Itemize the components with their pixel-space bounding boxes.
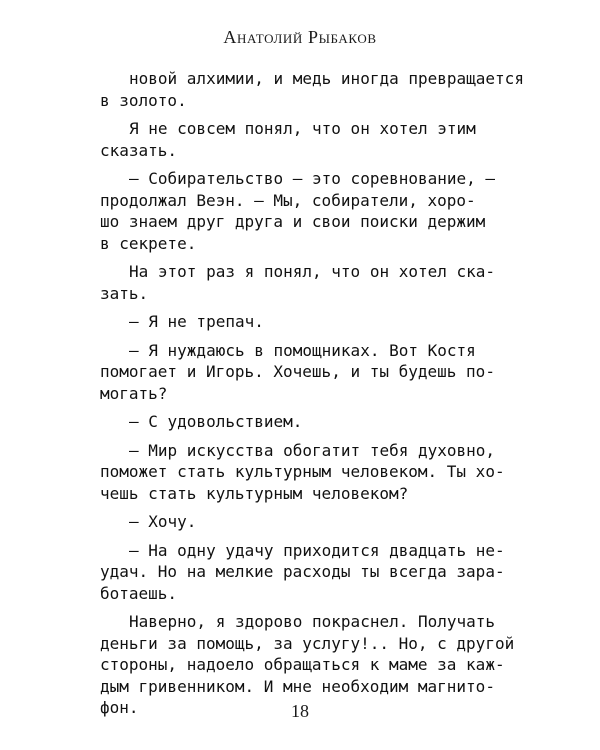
- text-line: — Я не трепач.: [129, 312, 264, 331]
- text-line: новой алхимии, и медь иногда превращается: [129, 69, 524, 88]
- text-line: деньги за помощь, за услугу!.. Но, с другой: [100, 633, 515, 653]
- text-line: На этот раз я понял, что он хотел ска-: [129, 262, 496, 281]
- text-line: удач. Но на мелкие расходы ты всегда зара-: [100, 562, 505, 581]
- paragraph: [100, 540, 530, 605]
- text-line: — Хочу.: [129, 512, 197, 531]
- text-line: зать.: [100, 283, 149, 303]
- paragraph: [100, 118, 530, 161]
- text-line: — Я нуждаюсь в помощниках. Вот Костя: [129, 340, 476, 360]
- text-line: чешь стать культурным человеком?: [100, 483, 409, 503]
- text-line: Наверно, я здорово покраснел. Получать: [129, 612, 496, 631]
- paragraph: [100, 68, 530, 111]
- text-line: — С удовольствием.: [129, 412, 303, 431]
- text-line: в секрете.: [100, 233, 197, 253]
- paragraph: [100, 340, 530, 405]
- text-line: сказать.: [100, 140, 178, 160]
- body-text: [100, 68, 530, 719]
- text-line: дым гривенником. И мне необходим магнито-: [100, 676, 495, 696]
- running-head-author: Анатолий Рыбаков: [223, 27, 377, 47]
- text-line: могать?: [100, 383, 168, 403]
- paragraph: [100, 440, 530, 505]
- text-line: в золото.: [100, 90, 187, 110]
- text-line: фон.: [100, 698, 139, 717]
- text-line: ботаешь.: [100, 583, 178, 603]
- text-line: Я не совсем понял, что он хотел этим: [129, 119, 476, 138]
- text-line: помогает и Игорь. Хочешь, и ты будешь по-: [100, 362, 495, 381]
- text-line: — На одну удачу приходится двадцать не-: [129, 540, 505, 560]
- text-line: — Мир искусства обогатит тебя духовно,: [129, 440, 496, 460]
- paragraph: [100, 311, 530, 333]
- text-line: продолжал Веэн. — Мы, собиратели, хоро-: [100, 190, 476, 210]
- text-line: — Собирательство — это соревнование, —: [129, 169, 496, 188]
- paragraph: [100, 168, 530, 254]
- page-number: 18: [291, 701, 309, 721]
- text-line: шо знаем друг друга и свои поиски держим: [100, 212, 486, 231]
- paragraph: [100, 411, 530, 433]
- text-line: поможет стать культурным человеком. Ты хо-: [100, 462, 505, 481]
- text-line: стороны, надоело обращаться к маме за каж-: [100, 655, 505, 674]
- paragraph: [100, 261, 530, 304]
- paragraph: [100, 511, 530, 533]
